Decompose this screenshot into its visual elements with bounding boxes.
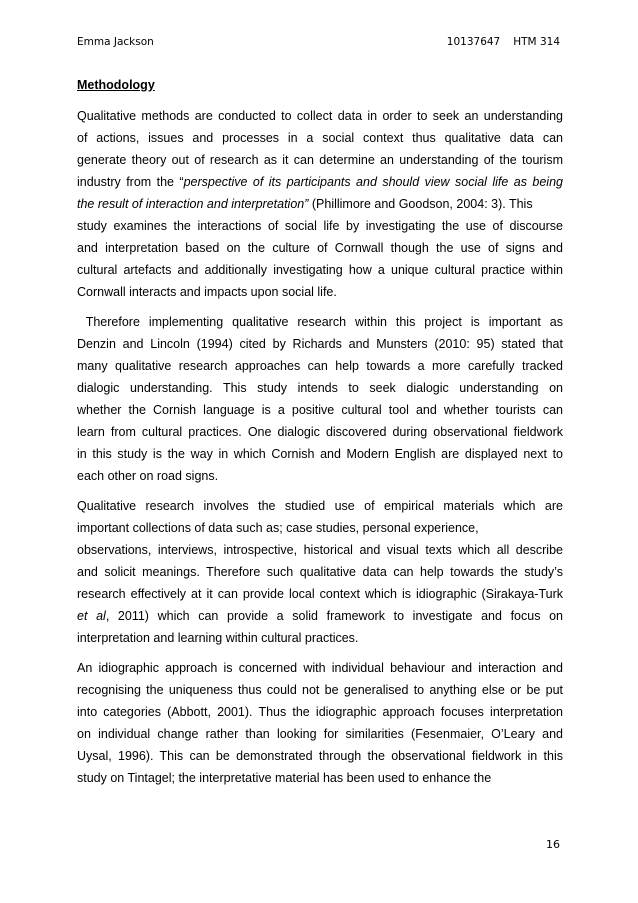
header-right	[434, 36, 560, 48]
text-line: and solicit meanings. Therefore such qualitative data can help towards the study’s	[77, 565, 563, 579]
text-line: of actions, issues and processes in a social context thus qualitative data can	[77, 131, 563, 145]
text-line: Qualitative research involves the studied use of empirical materials which are	[77, 499, 563, 513]
quote-fragment: perspective of its participants and should view social life as being	[183, 175, 563, 189]
text-line: whether the Cornish language is a positive cultural tool and whether tourists can	[77, 403, 563, 417]
text-line: An idiographic approach is concerned with individual behaviour and interaction and	[77, 661, 563, 675]
page-header	[77, 36, 560, 50]
text-line: Denzin and Lincoln (1994) cited by Richards and Munsters (2010: 95) stated that	[77, 337, 563, 351]
text-line: Qualitative methods are conducted to collect data in order to seek an understanding	[77, 109, 563, 123]
page-number: 16	[546, 838, 560, 851]
text-line: recognising the uniqueness thus could not be generalised to anything else or be put	[77, 683, 563, 697]
paragraph-2	[77, 311, 563, 487]
student-id: 10137647	[446, 36, 501, 48]
text-line: and interpretation based on the culture of Cornwall though the use of signs and	[77, 241, 563, 255]
text-fragment: , 2011) which can provide a solid framework to investigate and focus on	[105, 609, 563, 623]
text-line: interpretation and learning within cultural practices.	[77, 631, 359, 645]
module-code: HTM 314	[513, 36, 560, 48]
text-line: observations, interviews, introspective, historical and visual texts which all describe	[77, 543, 563, 557]
author-name: Emma Jackson	[77, 36, 154, 48]
section-title: Methodology	[77, 78, 155, 92]
text-line: on individual change rather than looking for similarities (Fesenmaier, O’Leary and	[77, 727, 563, 741]
text-line: important collections of data such as; case studies, personal experience,	[77, 521, 479, 535]
et-al: et al	[77, 609, 106, 623]
text-line: Therefore implementing qualitative research within this project is important as	[77, 315, 563, 329]
text-line: generate theory out of research as it can determine an understanding of the tourism	[77, 153, 563, 167]
text-line: Cornwall interacts and impacts upon social life.	[77, 285, 337, 299]
text-line: each other on road signs.	[77, 469, 219, 483]
citation: (Phillimore and Goodson, 2004: 3). This	[308, 197, 533, 211]
text-line: study examines the interactions of social life by investigating the use of discourse	[77, 219, 563, 233]
text-line: into categories (Abbott, 2001). Thus the idiographic approach focuses interpretation	[77, 705, 563, 719]
text-fragment: industry from the “	[77, 175, 184, 189]
text-line: Uysal, 1996). This can be demonstrated through the observational fieldwork in this	[77, 749, 563, 763]
paragraph-1	[77, 105, 563, 303]
body-text	[77, 105, 563, 789]
text-line: dialogic understanding. This study intends to seek dialogic understanding on	[77, 381, 563, 395]
text-line: study on Tintagel; the interpretative material has been used to enhance the	[77, 771, 492, 785]
text-line	[77, 605, 563, 627]
text-line	[77, 171, 563, 193]
text-line: in this study is the way in which Cornish and Modern English are displayed next to	[77, 447, 563, 461]
text-line: many qualitative research approaches can help towards a more carefully tracked	[77, 359, 563, 373]
text-line: learn from cultural practices. One dialogic discovered during observational fieldwork	[77, 425, 563, 439]
text-line: research effectively at it can provide local context which is idiographic (Sirakaya-Turk	[77, 587, 563, 601]
quote-fragment: the result of interaction and interpretation”	[77, 197, 309, 211]
paragraph-3	[77, 495, 563, 649]
text-line: cultural artefacts and additionally investigating how a unique cultural practice within	[77, 263, 563, 277]
text-line	[77, 193, 563, 215]
paragraph-4	[77, 657, 563, 789]
